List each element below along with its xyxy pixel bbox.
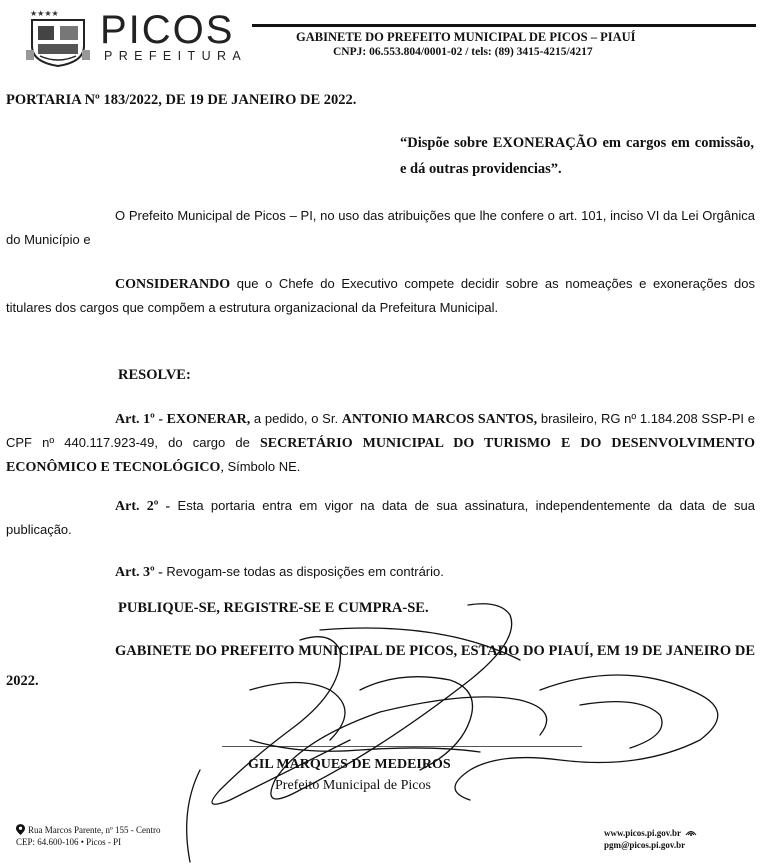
considerando-text: que o Chefe do Executivo compete decidir sobre as nomeações e exonerações dos titulares dos cargos que compõem a estrutura organizacional da Prefeitura Municipal. xyxy=(6,276,755,315)
location-pin-icon xyxy=(16,824,25,835)
art1-name: ANTONIO MARCOS SANTOS, xyxy=(341,412,538,427)
office-name: GABINETE DO PREFEITO MUNICIPAL DE PICOS – PIAUÍ xyxy=(296,30,636,44)
svg-text:★★★★: ★★★★ xyxy=(30,9,59,18)
signatory-role: Prefeito Municipal de Picos xyxy=(275,778,431,793)
art1-symbol: Símbolo NE. xyxy=(227,459,301,474)
footer-address xyxy=(16,824,161,848)
intro-text: O Prefeito Municipal de Picos – PI, no uso das atribuições que lhe confere o art. 101, inciso VI da Lei Orgânica do Município e xyxy=(6,208,755,247)
signatory-name: GIL MARQUES DE MEDEIROS xyxy=(248,757,451,772)
art1-text-3: do cargo de xyxy=(158,435,260,450)
art3-text: Revogam-se todas as disposições em contrário. xyxy=(162,564,444,579)
resolve-heading: RESOLVE: xyxy=(118,367,191,383)
letterhead xyxy=(0,0,768,75)
gabinete-closing xyxy=(6,636,755,696)
header-divider xyxy=(252,24,756,27)
logo-subtitle: PREFEITURA xyxy=(104,49,248,63)
document-title: PORTARIA Nº 183/2022, DE 19 DE JANEIRO DE 2022. xyxy=(6,92,357,108)
signature-line xyxy=(222,746,582,747)
gabinete-text: GABINETE DO PREFEITO MUNICIPAL DE PICOS, ESTADO DO PIAUÍ, EM 19 DE JANEIRO DE 2022. xyxy=(6,643,755,689)
article-2 xyxy=(6,494,755,542)
wifi-signal-icon xyxy=(684,826,698,836)
art1-text-4: , xyxy=(220,460,228,475)
art2-text: Esta portaria entra em vigor na data de sua assinatura, independentemente da data de sua publicação. xyxy=(6,498,755,537)
intro-paragraph xyxy=(6,204,755,252)
website-link[interactable]: www.picos.pi.gov.br xyxy=(604,828,682,838)
city-crest-icon xyxy=(26,6,90,68)
ementa: “Dispõe sobre EXONERAÇÃO em cargos em comissão, e dá outras providencias”. xyxy=(400,135,754,177)
art1-role: SECRETÁRIO MUNICIPAL DO TURISMO E DO DESENVOLVIMENTO ECONÔMICO E TECNOLÓGICO xyxy=(6,436,756,475)
art2-label: Art. 2º - xyxy=(115,499,171,514)
considerando-paragraph xyxy=(6,272,755,320)
article-1 xyxy=(6,407,755,479)
art1-text-1: a pedido, o Sr. xyxy=(250,411,342,426)
address-line-1: Rua Marcos Parente, nº 155 - Centro xyxy=(28,825,161,835)
footer-contact xyxy=(604,826,698,851)
art3-label: Art. 3º - xyxy=(115,565,163,580)
art1-docs: RG nº 1.184.208 SSP-PI e CPF nº 440.117.923-49, xyxy=(6,411,755,450)
article-3 xyxy=(6,560,755,584)
art1-label: Art. 1º - EXONERAR, xyxy=(115,412,251,427)
publique-line: PUBLIQUE-SE, REGISTRE-SE E CUMPRA-SE. xyxy=(118,600,429,616)
logo-wordmark: PICOS xyxy=(100,8,235,52)
office-contact: CNPJ: 06.553.804/0001-02 / tels: (89) 3415-4215/4217 xyxy=(333,46,593,58)
email-link[interactable]: pgm@picos.pi.gov.br xyxy=(604,840,686,850)
address-line-2: CEP: 64.600-106 • Picos - PI xyxy=(16,837,122,847)
considerando-label: CONSIDERANDO xyxy=(115,277,231,292)
art1-text-2: brasileiro, xyxy=(537,411,601,426)
